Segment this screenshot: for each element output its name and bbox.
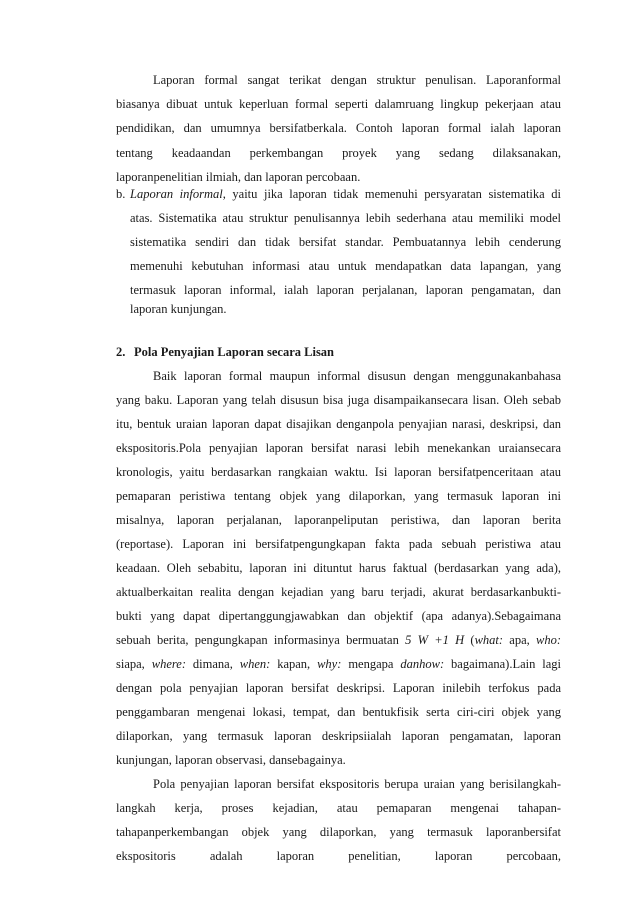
item-b-line-6: laporan kunjungan. xyxy=(130,302,227,316)
word-kapan: kapan, xyxy=(270,657,318,671)
term-when: when: xyxy=(239,657,271,671)
paragraph-2-line-9: keadaan. Oleh sebabitu, laporan ini dituntut harus faktual (berdasarkan yang ada), xyxy=(116,561,561,575)
section-heading xyxy=(116,344,334,360)
line-5w-prefix: sebuah berita, pengungkapan informasinya bermuatan xyxy=(116,633,406,647)
item-b-term: Laporan informal xyxy=(130,187,223,201)
section-title: Pola Penyajian Laporan secara Lisan xyxy=(134,345,335,359)
item-b-line-5: termasuk laporan informal, ialah laporan perjalanan, laporan pengamatan, dan xyxy=(130,283,561,297)
paragraph-2-line-17: kunjungan, laporan observasi, dansebagainya. xyxy=(116,753,346,767)
paragraph-2-line-16: dilaporkan, yang termasuk laporan deskripsiialah laporan pengamatan, laporan xyxy=(116,729,561,743)
paragraph-3-line-4: ekspositoris adalah laporan penelitian, laporan percobaan, xyxy=(116,849,561,863)
paragraph-2-line-15: penggambaran mengenai lokasi, tempat, dan bentukfisik serta ciri-ciri objek yang xyxy=(116,705,561,719)
word-mengapa: mengapa xyxy=(341,657,401,671)
formula-5w1h: 5 W +1 H xyxy=(405,633,465,647)
paragraph-2-line-12 xyxy=(116,632,561,648)
term-danhow: danhow: xyxy=(400,657,445,671)
paragraph-2-line-14: dengan pola penyajian laporan bersifat deskripsi. Laporan inilebih terfokus pada xyxy=(116,681,561,695)
term-who: who: xyxy=(536,633,561,647)
line-5w-comma: , xyxy=(526,633,536,647)
paragraph-2-line-10: aktualberkaitan realita dengan kejadian yang baru terjadi, akurat berdasarkanbukti- xyxy=(116,585,561,599)
list-marker-b: b. xyxy=(116,187,126,201)
paragraph-1-line-5: laporanpenelitian ilmiah, dan laporan percobaan. xyxy=(116,170,361,184)
item-b-first-rest: , yaitu jika laporan tidak memenuhi persyaratan sistematika di xyxy=(222,187,561,201)
paragraph-2-line-8: (reportase). Laporan ini bersifatpengungkapan fakta pada sebuah peristiwa atau xyxy=(116,537,561,551)
paragraph-3-line-1: Pola penyajian laporan bersifat ekspositoris berupa uraian yang berisilangkah- xyxy=(153,777,561,791)
paragraph-2-line-6: pemaparan peristiwa tentang objek yang dilaporkan, yang termasuk laporan ini xyxy=(116,489,561,503)
word-dimana: dimana, xyxy=(185,657,240,671)
item-b-line-4: memenuhi kebutuhan informasi atau untuk mendapatkan data lapangan, yang xyxy=(130,259,561,273)
paragraph-1-line-3: pendidikan, dan umumnya bersifatberkala. Contoh laporan formal ialah laporan xyxy=(116,121,561,135)
paragraph-2-line-3: itu, bentuk uraian laporan dapat disajikan denganpola penyajian narasi, deskripsi, dan xyxy=(116,417,561,431)
paragraph-2-line-7: misalnya, laporan perjalanan, laporanpeliputan peristiwa, dan laporan berita xyxy=(116,513,561,527)
item-b-line-1 xyxy=(130,186,561,202)
paragraph-2-line-4: ekspositoris.Pola penyajian laporan bersifat narasi lebih menekankan uraiansecara xyxy=(116,441,561,455)
item-b-line-2: atas. Sistematika atau struktur penulisannya lebih sederhana atau memiliki model xyxy=(130,211,561,225)
paragraph-2-line-2: yang baku. Laporan yang telah disusun bisa juga disampaikansecara lisan. Oleh sebab xyxy=(116,393,561,407)
section-number: 2. xyxy=(116,345,126,359)
paragraph-1-line-4: tentang keadaandan perkembangan proyek yang sedang dilaksanakan, xyxy=(116,146,561,160)
item-b-line-3: sistematika sendiri dan tidak bersifat standar. Pembuatannya lebih cenderung xyxy=(130,235,561,249)
line-q1-end: bagaimana).Lain lagi xyxy=(444,657,562,671)
paragraph-1-line-2: biasanya dibuat untuk keperluan formal seperti dalamruang lingkup pekerjaan atau xyxy=(116,97,561,111)
word-apa: apa xyxy=(503,633,527,647)
term-what: what: xyxy=(474,633,504,647)
paragraph-3-line-2: langkah kerja, proses kejadian, atau pemaparan mengenai tahapan- xyxy=(116,801,561,815)
paragraph-2-line-13 xyxy=(116,656,561,672)
term-where: where: xyxy=(151,657,186,671)
term-why: why: xyxy=(317,657,342,671)
word-siapa: siapa, xyxy=(116,657,152,671)
paragraph-2-line-11: bukti yang dapat dipertanggungjawabkan dan objektif (apa adanya).Sebagaimana xyxy=(116,609,561,623)
paragraph-2-line-5: kronologis, yaitu berdasarkan rangkaian waktu. Isi laporan bersifatpenceritaan atau xyxy=(116,465,561,479)
paragraph-1-line-1: Laporan formal sangat terikat dengan struktur penulisan. Laporanformal xyxy=(153,73,561,87)
paragraph-3-line-3: tahapanperkembangan objek yang dilaporkan, yang termasuk laporanbersifat xyxy=(116,825,561,839)
paragraph-2-line-1: Baik laporan formal maupun informal disusun dengan menggunakanbahasa xyxy=(153,369,561,383)
line-5w-open: ( xyxy=(464,633,475,647)
